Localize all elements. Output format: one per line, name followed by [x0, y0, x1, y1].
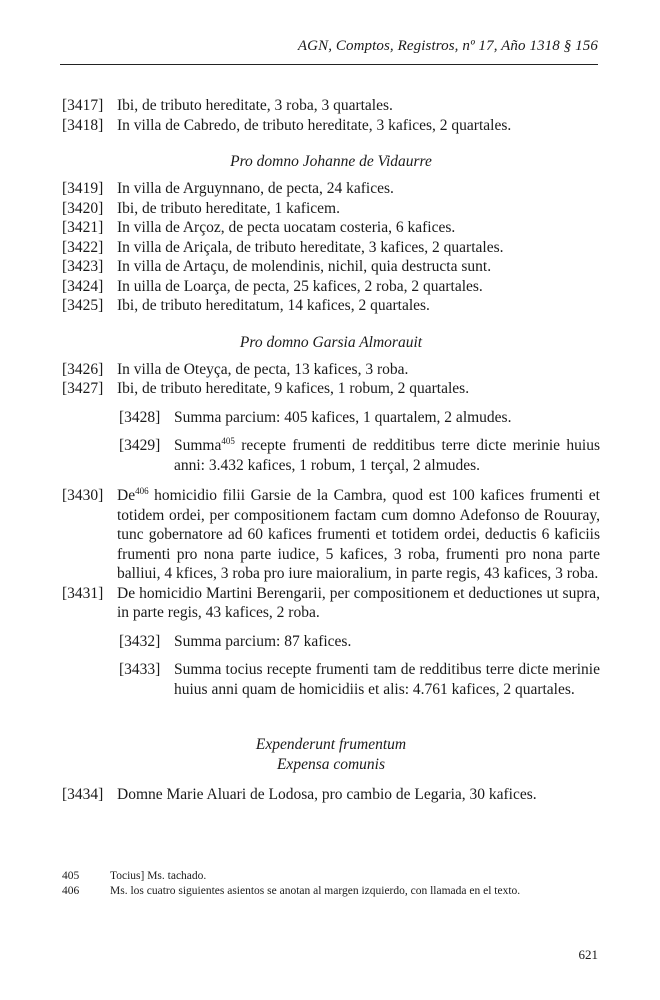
entry-number: [3433] [119, 661, 161, 678]
footnote-text: Tocius] Ms. tachado. [110, 870, 207, 882]
footnote-ref-405: 405 [221, 436, 235, 446]
entry-3423 [62, 257, 600, 277]
entry-number: [3432] [119, 632, 161, 650]
entry-3421 [62, 218, 600, 238]
entry-3434 [62, 785, 600, 805]
entry-text: Ibi, de tributo hereditate, 9 kafices, 1 robum, 2 quartales. [117, 380, 470, 397]
section-heading-almorauit: Pro domno Garsia Almorauit [239, 333, 423, 351]
section-heading-expensa: Expensa comunis [276, 756, 386, 773]
entry-text: Ibi, de tributo hereditate, 1 kaficem. [117, 199, 340, 217]
entry-text: In villa de Ariçala, de tributo hereditate, 3 kafices, 2 quartales. [117, 238, 504, 256]
footnote-number: 405 [62, 870, 80, 882]
entry-text: Ibi, de tributo hereditate, 3 roba, 3 quartales. [117, 97, 393, 114]
section-heading-vidaurre: Pro domno Johanne de Vidaurre [230, 153, 432, 170]
section-heading-expenderunt: Expenderunt frumentum [255, 736, 407, 753]
entry-number: [3423] [62, 258, 104, 275]
entry-3422 [62, 238, 600, 258]
entry-3427 [62, 379, 600, 399]
entry-number: [3424] [62, 277, 104, 295]
footnote-text: Ms. los cuatro siguientes asientos se anotan al margen izquierdo, con llamada en el texto. [110, 885, 521, 897]
entry-number: [3434] [62, 786, 104, 803]
entry-3418 [62, 116, 600, 136]
entry-3424 [62, 277, 600, 297]
entry-number: [3425] [62, 297, 104, 314]
entry-3417 [62, 96, 600, 116]
footnote-ref-406: 406 [135, 486, 149, 496]
entry-text: In villa de Arguynnano, de pecta, 24 kafices. [117, 180, 394, 197]
page-number: 621 [578, 947, 598, 962]
footnote-406 [62, 884, 602, 899]
main-text [62, 96, 600, 805]
entry-text: De homicidio Martini Berengarii, per compositionem et deductiones ut supra, in parte regis, 43 kafices, 2 roba. [117, 584, 600, 621]
entry-number: [3419] [62, 180, 104, 197]
entry-text: In villa de Oteyça, de pecta, 13 kafices, 3 roba. [117, 360, 409, 378]
entry-lead-word: De [117, 487, 136, 504]
entry-number: [3431] [62, 584, 104, 602]
entry-number: [3427] [62, 380, 104, 397]
entry-lead-word: Summa [174, 437, 222, 454]
header-rule [60, 64, 598, 65]
footnotes [62, 869, 602, 899]
entry-3419 [62, 179, 600, 199]
entry-text: Summa parcium: 405 kafices, 1 quartalem, 2 almudes. [174, 408, 512, 426]
footnote-number: 406 [62, 885, 80, 897]
entry-text [117, 486, 600, 584]
entry-text [174, 436, 600, 475]
entry-3431 [62, 584, 600, 623]
entry-number: [3418] [62, 116, 104, 134]
entry-text: Summa tocius recepte frumenti tam de redditibus terre dicte merinie huius anni quam de homicidiis et alis: 4.761 kafices, 2 quartales. [174, 661, 600, 698]
entry-3426 [62, 360, 600, 380]
entry-3432 [62, 632, 600, 652]
entry-number: [3420] [62, 199, 104, 217]
entry-3428 [62, 408, 600, 428]
entry-3425 [62, 296, 600, 316]
entry-text: Ibi, de tributo hereditatum, 14 kafices, 2 quartales. [117, 297, 430, 314]
entry-text: Domne Marie Aluari de Lodosa, pro cambio de Legaria, 30 kafices. [117, 786, 537, 803]
entry-number: [3429] [119, 437, 161, 454]
entry-number: [3421] [62, 219, 104, 236]
entry-number: [3422] [62, 238, 104, 256]
entry-number: [3426] [62, 360, 104, 378]
entry-text: In villa de Arçoz, de pecta uocatam costeria, 6 kafices. [117, 219, 456, 236]
entry-3420 [62, 199, 600, 219]
entry-3433 [62, 660, 600, 699]
entry-text: In villa de Cabredo, de tributo hereditate, 3 kafices, 2 quartales. [117, 116, 512, 134]
entry-text: In uilla de Loarça, de pecta, 25 kafices, 2 roba, 2 quartales. [117, 277, 483, 295]
running-head: AGN, Comptos, Registros, nº 17, Año 1318 § 156 [297, 38, 598, 54]
entry-number: [3428] [119, 408, 161, 426]
footnote-405 [62, 869, 602, 884]
entry-number: [3430] [62, 487, 104, 504]
entry-text: Summa parcium: 87 kafices. [174, 632, 352, 650]
entry-body: recepte frumenti de redditibus terre dicte merinie huius anni: 3.432 kafices, 1 robum, 1 terçal, 2 almudes. [174, 437, 600, 474]
entry-3429 [62, 436, 600, 475]
entry-3430 [62, 486, 600, 584]
entry-body: homicidio filii Garsie de la Cambra, quod est 100 kafices frumenti et totidem ordei, per compositionem factam cum domno Adefonso de Rouuray, tunc gobernatore ad 60 kafices frumenti et totidem ordei, deductis 6 kaficiis frumenti pro nona parte iudice, 5 kafices, 3 roba, frumenti pro nona parte balliui, 4 kfices, 3 roba pro iure maioralium, in parte regis, 43 kafices, 3 roba. [117, 487, 600, 582]
entry-text: In villa de Artaçu, de molendinis, nichil, quia destructa sunt. [117, 258, 492, 275]
entry-number: [3417] [62, 97, 104, 114]
